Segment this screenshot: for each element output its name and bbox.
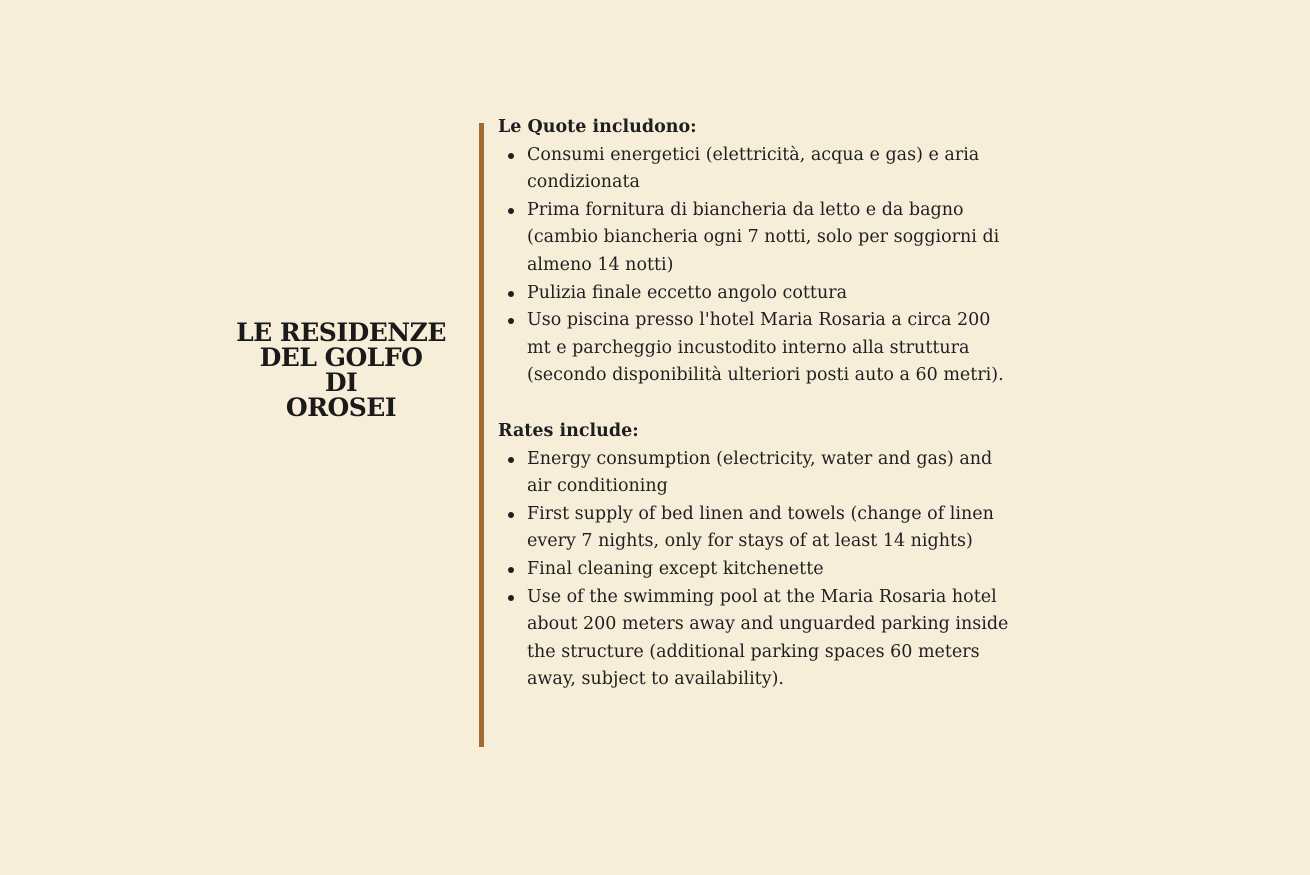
title-line-3: DI	[324, 368, 358, 397]
list-item: Use of the swimming pool at the Maria Rosaria hotel about 200 meters away and unguarded parking inside the structure (additional parking spaces 60 meters away, subject to availability).	[498, 584, 1013, 694]
english-section	[498, 418, 1038, 694]
page-title	[226, 320, 456, 420]
title-line-1: LE RESIDENZE	[236, 318, 446, 347]
list-item: First supply of bed linen and towels (change of linen every 7 nights, only for stays of at least 14 nights)	[498, 501, 1013, 556]
english-list	[498, 446, 1038, 694]
list-item: Energy consumption (electricity, water and gas) and air conditioning	[498, 446, 1013, 501]
list-item: Prima fornitura di biancheria da letto e da bagno (cambio biancheria ogni 7 notti, solo per soggiorni di almeno 14 notti)	[498, 197, 1013, 280]
list-item: Uso piscina presso l'hotel Maria Rosaria a circa 200 mt e parcheggio incustodito interno alla struttura (secondo disponibilità ulteriori posti auto a 60 metri).	[498, 307, 1013, 390]
list-item: Final cleaning except kitchenette	[498, 556, 1013, 584]
italian-list	[498, 142, 1038, 390]
list-item: Consumi energetici (elettricità, acqua e gas) e aria condizionata	[498, 142, 1013, 197]
italian-section	[498, 114, 1038, 390]
vertical-divider	[479, 123, 484, 747]
title-line-4: OROSEI	[285, 393, 397, 422]
italian-heading: Le Quote includono:	[498, 117, 697, 137]
list-item: Pulizia finale eccetto angolo cottura	[498, 280, 1013, 308]
rates-content	[498, 114, 1038, 694]
title-line-2: DEL GOLFO	[259, 343, 423, 372]
english-heading: Rates include:	[498, 420, 639, 441]
section-spacer	[498, 390, 1038, 418]
